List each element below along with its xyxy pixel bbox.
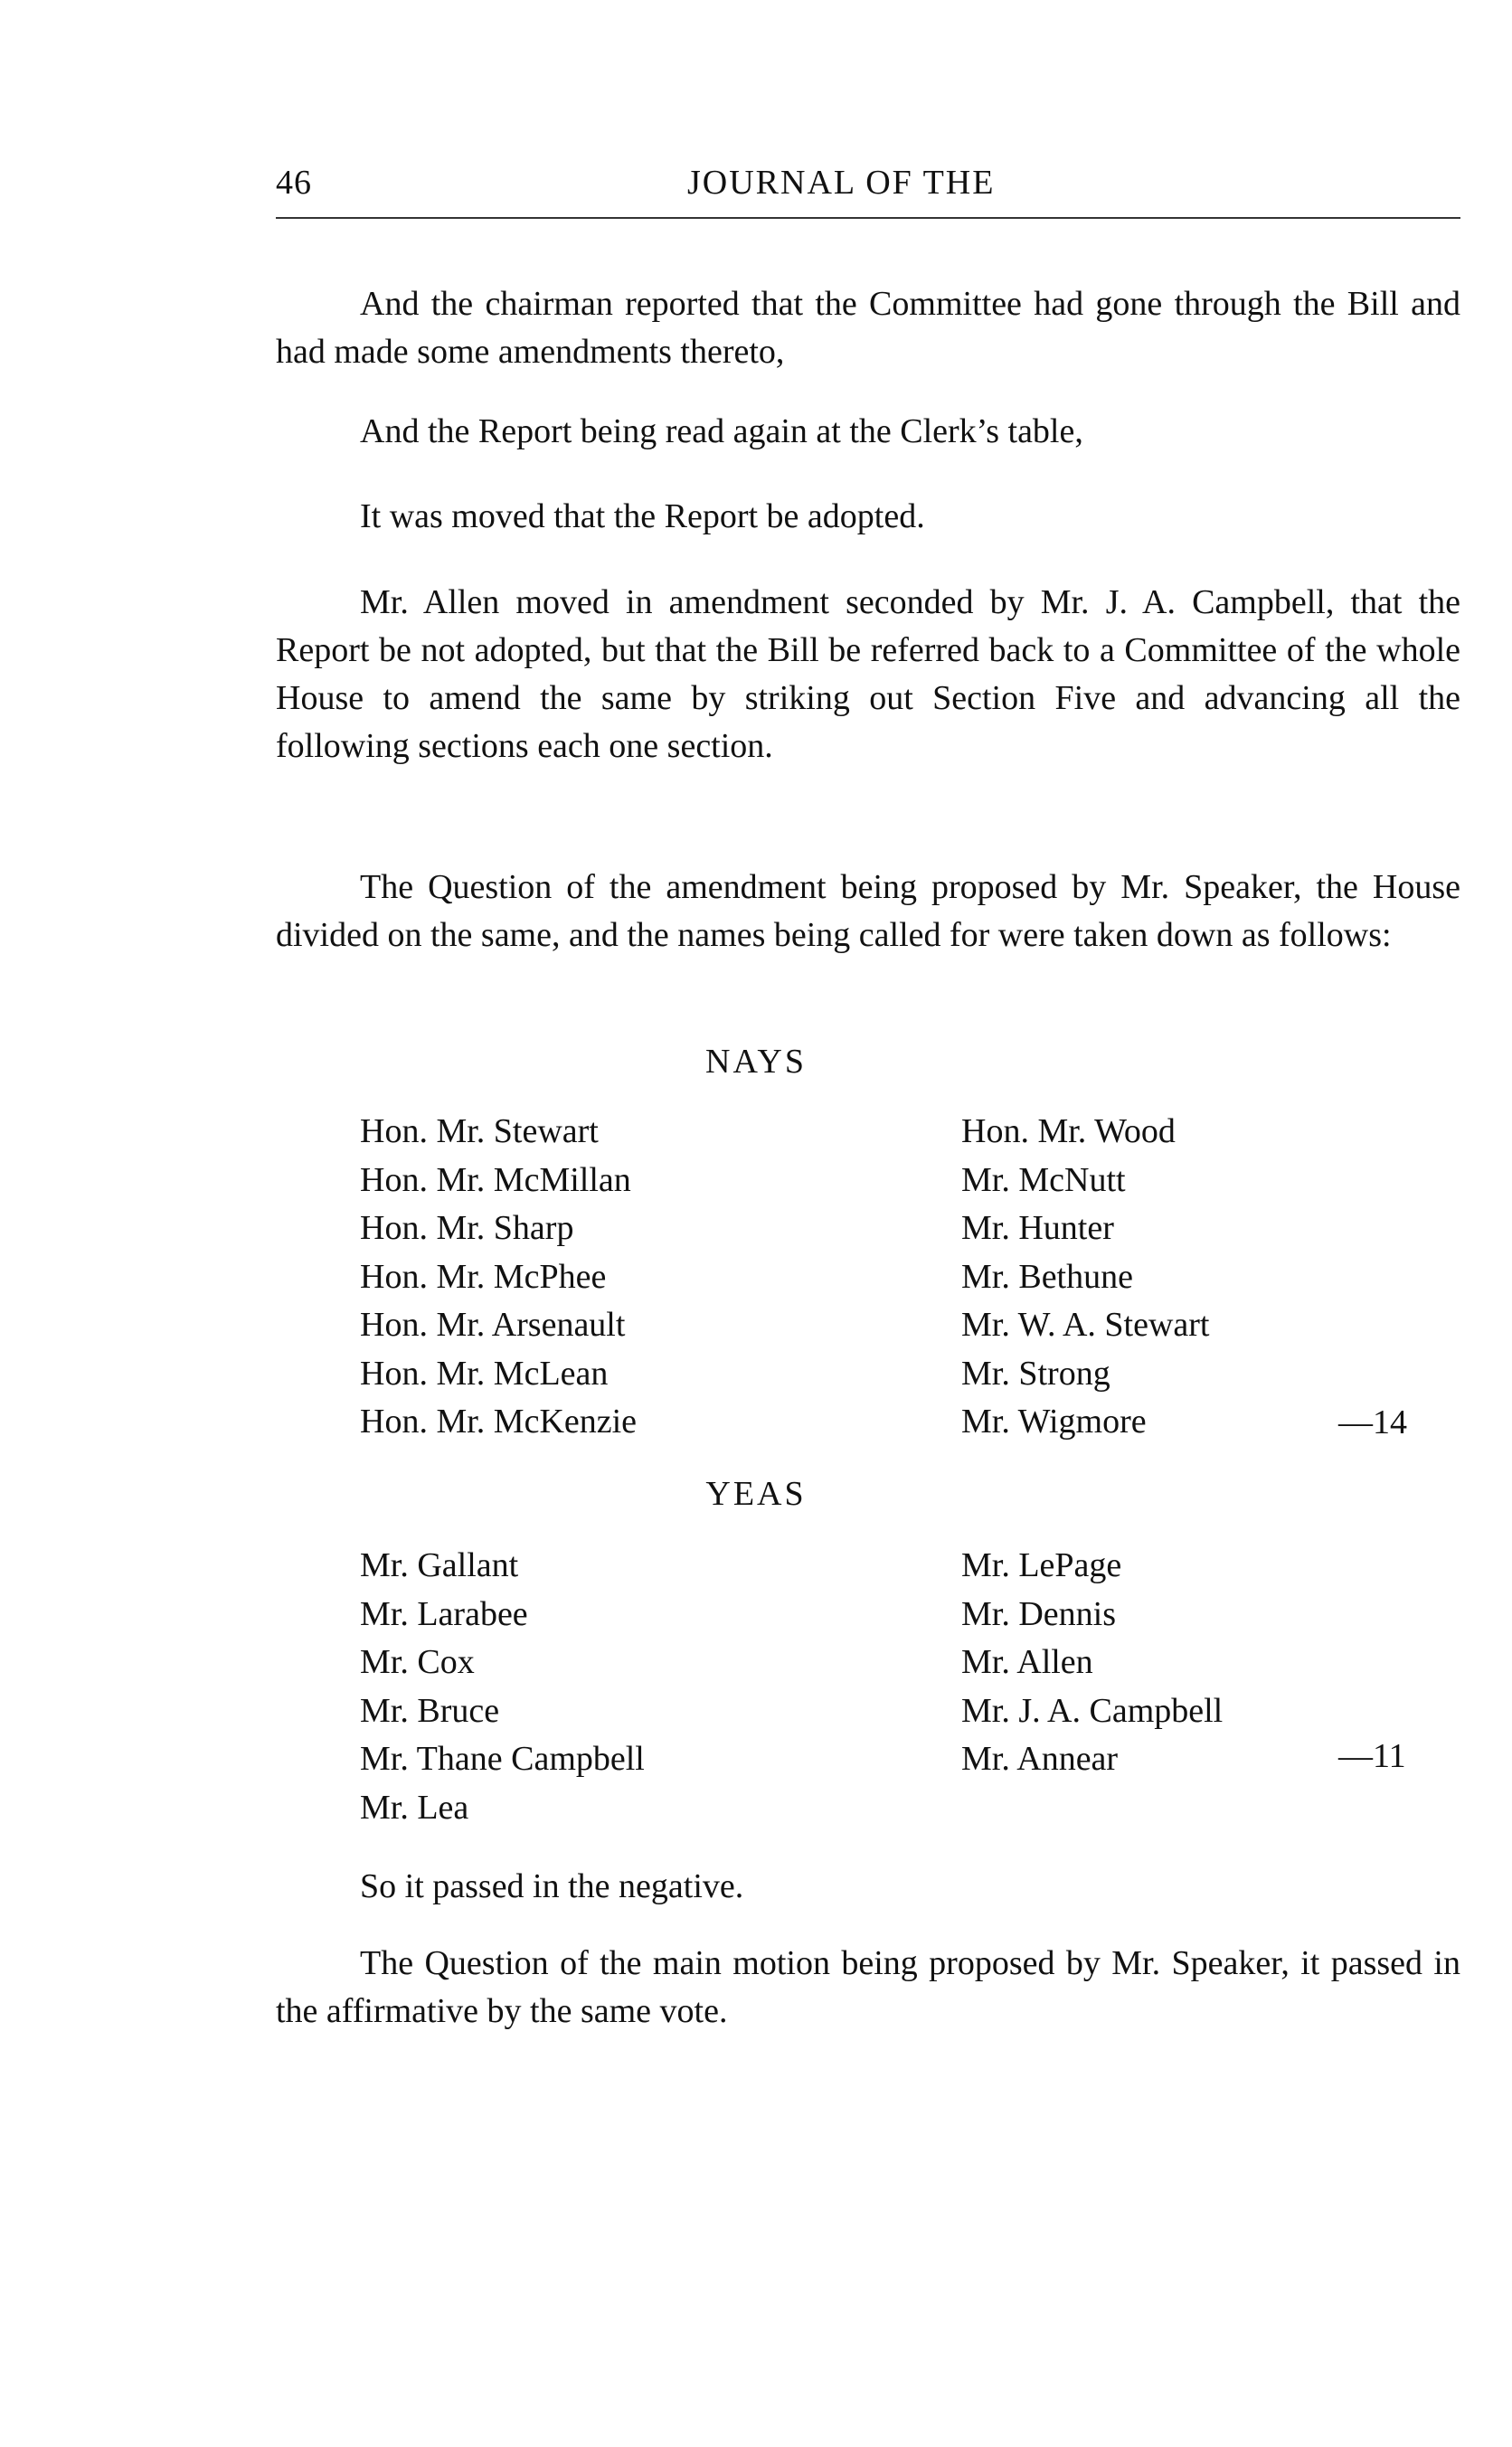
yeas-right-column — [961, 1542, 1223, 1784]
nays-member: Mr. McNutt — [961, 1160, 1126, 1199]
page-number: 46 — [276, 164, 312, 202]
paragraph-question-amendment: The Question of the amendment being proposed by Mr. Speaker, the House divided on the same, and the names being called for were taken down as follows: — [276, 868, 1460, 954]
yeas-member: Mr. Gallant — [360, 1546, 519, 1584]
yeas-member: Mr. Allen — [961, 1643, 1093, 1681]
yeas-member: Mr. Bruce — [360, 1691, 500, 1730]
yeas-member: Mr. Thane Campbell — [360, 1740, 645, 1778]
nays-member: Hon. Mr. Wood — [961, 1112, 1176, 1150]
paragraph-motion-adopt: It was moved that the Report be adopted. — [360, 497, 925, 535]
yeas-member: Mr. Dennis — [961, 1594, 1116, 1633]
yeas-member: Mr. J. A. Campbell — [961, 1691, 1224, 1730]
nays-member: Mr. Hunter — [961, 1209, 1114, 1247]
yeas-total: —11 — [1338, 1737, 1406, 1775]
nays-member: Hon. Mr. McLean — [360, 1354, 609, 1393]
nays-left-column — [360, 1108, 637, 1447]
nays-member: Hon. Mr. McPhee — [360, 1257, 607, 1296]
yeas-member: Mr. Cox — [360, 1643, 475, 1681]
nays-member: Hon. Mr. Arsenault — [360, 1306, 626, 1344]
nays-total: —14 — [1338, 1403, 1407, 1441]
nays-member: Mr. W. A. Stewart — [961, 1306, 1210, 1344]
running-head: JOURNAL OF THE — [687, 164, 996, 202]
nays-member: Mr. Wigmore — [961, 1403, 1147, 1441]
nays-heading: NAYS — [705, 1043, 807, 1081]
paragraph-amendment: Mr. Allen moved in amendment seconded by Mr. J. A. Campbell, that the Report be not adopted, but that the Bill be referred back to a Committee of the whole House to amend the same by striking out Section Five and advancing all the following sections each one section. — [276, 583, 1460, 765]
nays-member: Hon. Mr. McMillan — [360, 1160, 631, 1199]
nays-member: Mr. Bethune — [961, 1257, 1133, 1296]
paragraph-negative-result: So it passed in the negative. — [360, 1867, 744, 1905]
paragraph-chairman-report: And the chairman reported that the Committee had gone through the Bill and had made some amendments thereto, — [276, 285, 1460, 371]
yeas-member: Mr. Lea — [360, 1788, 469, 1827]
page-header — [276, 163, 1460, 213]
nays-member: Mr. Strong — [961, 1354, 1110, 1393]
nays-right-column — [961, 1108, 1209, 1447]
yeas-left-column — [360, 1542, 645, 1832]
yeas-member: Mr. LePage — [961, 1546, 1122, 1584]
yeas-heading: YEAS — [705, 1475, 807, 1513]
nays-member: Hon. Mr. McKenzie — [360, 1403, 638, 1441]
paragraph-report-read: And the Report being read again at the Clerk’s table, — [360, 412, 1083, 450]
yeas-member: Mr. Annear — [961, 1740, 1119, 1778]
nays-member: Hon. Mr. Stewart — [360, 1112, 599, 1150]
nays-member: Hon. Mr. Sharp — [360, 1209, 574, 1247]
header-rule — [276, 217, 1460, 219]
yeas-member: Mr. Larabee — [360, 1594, 528, 1633]
paragraph-main-motion: The Question of the main motion being proposed by Mr. Speaker, it passed in the affirmative by the same vote. — [276, 1944, 1460, 2030]
